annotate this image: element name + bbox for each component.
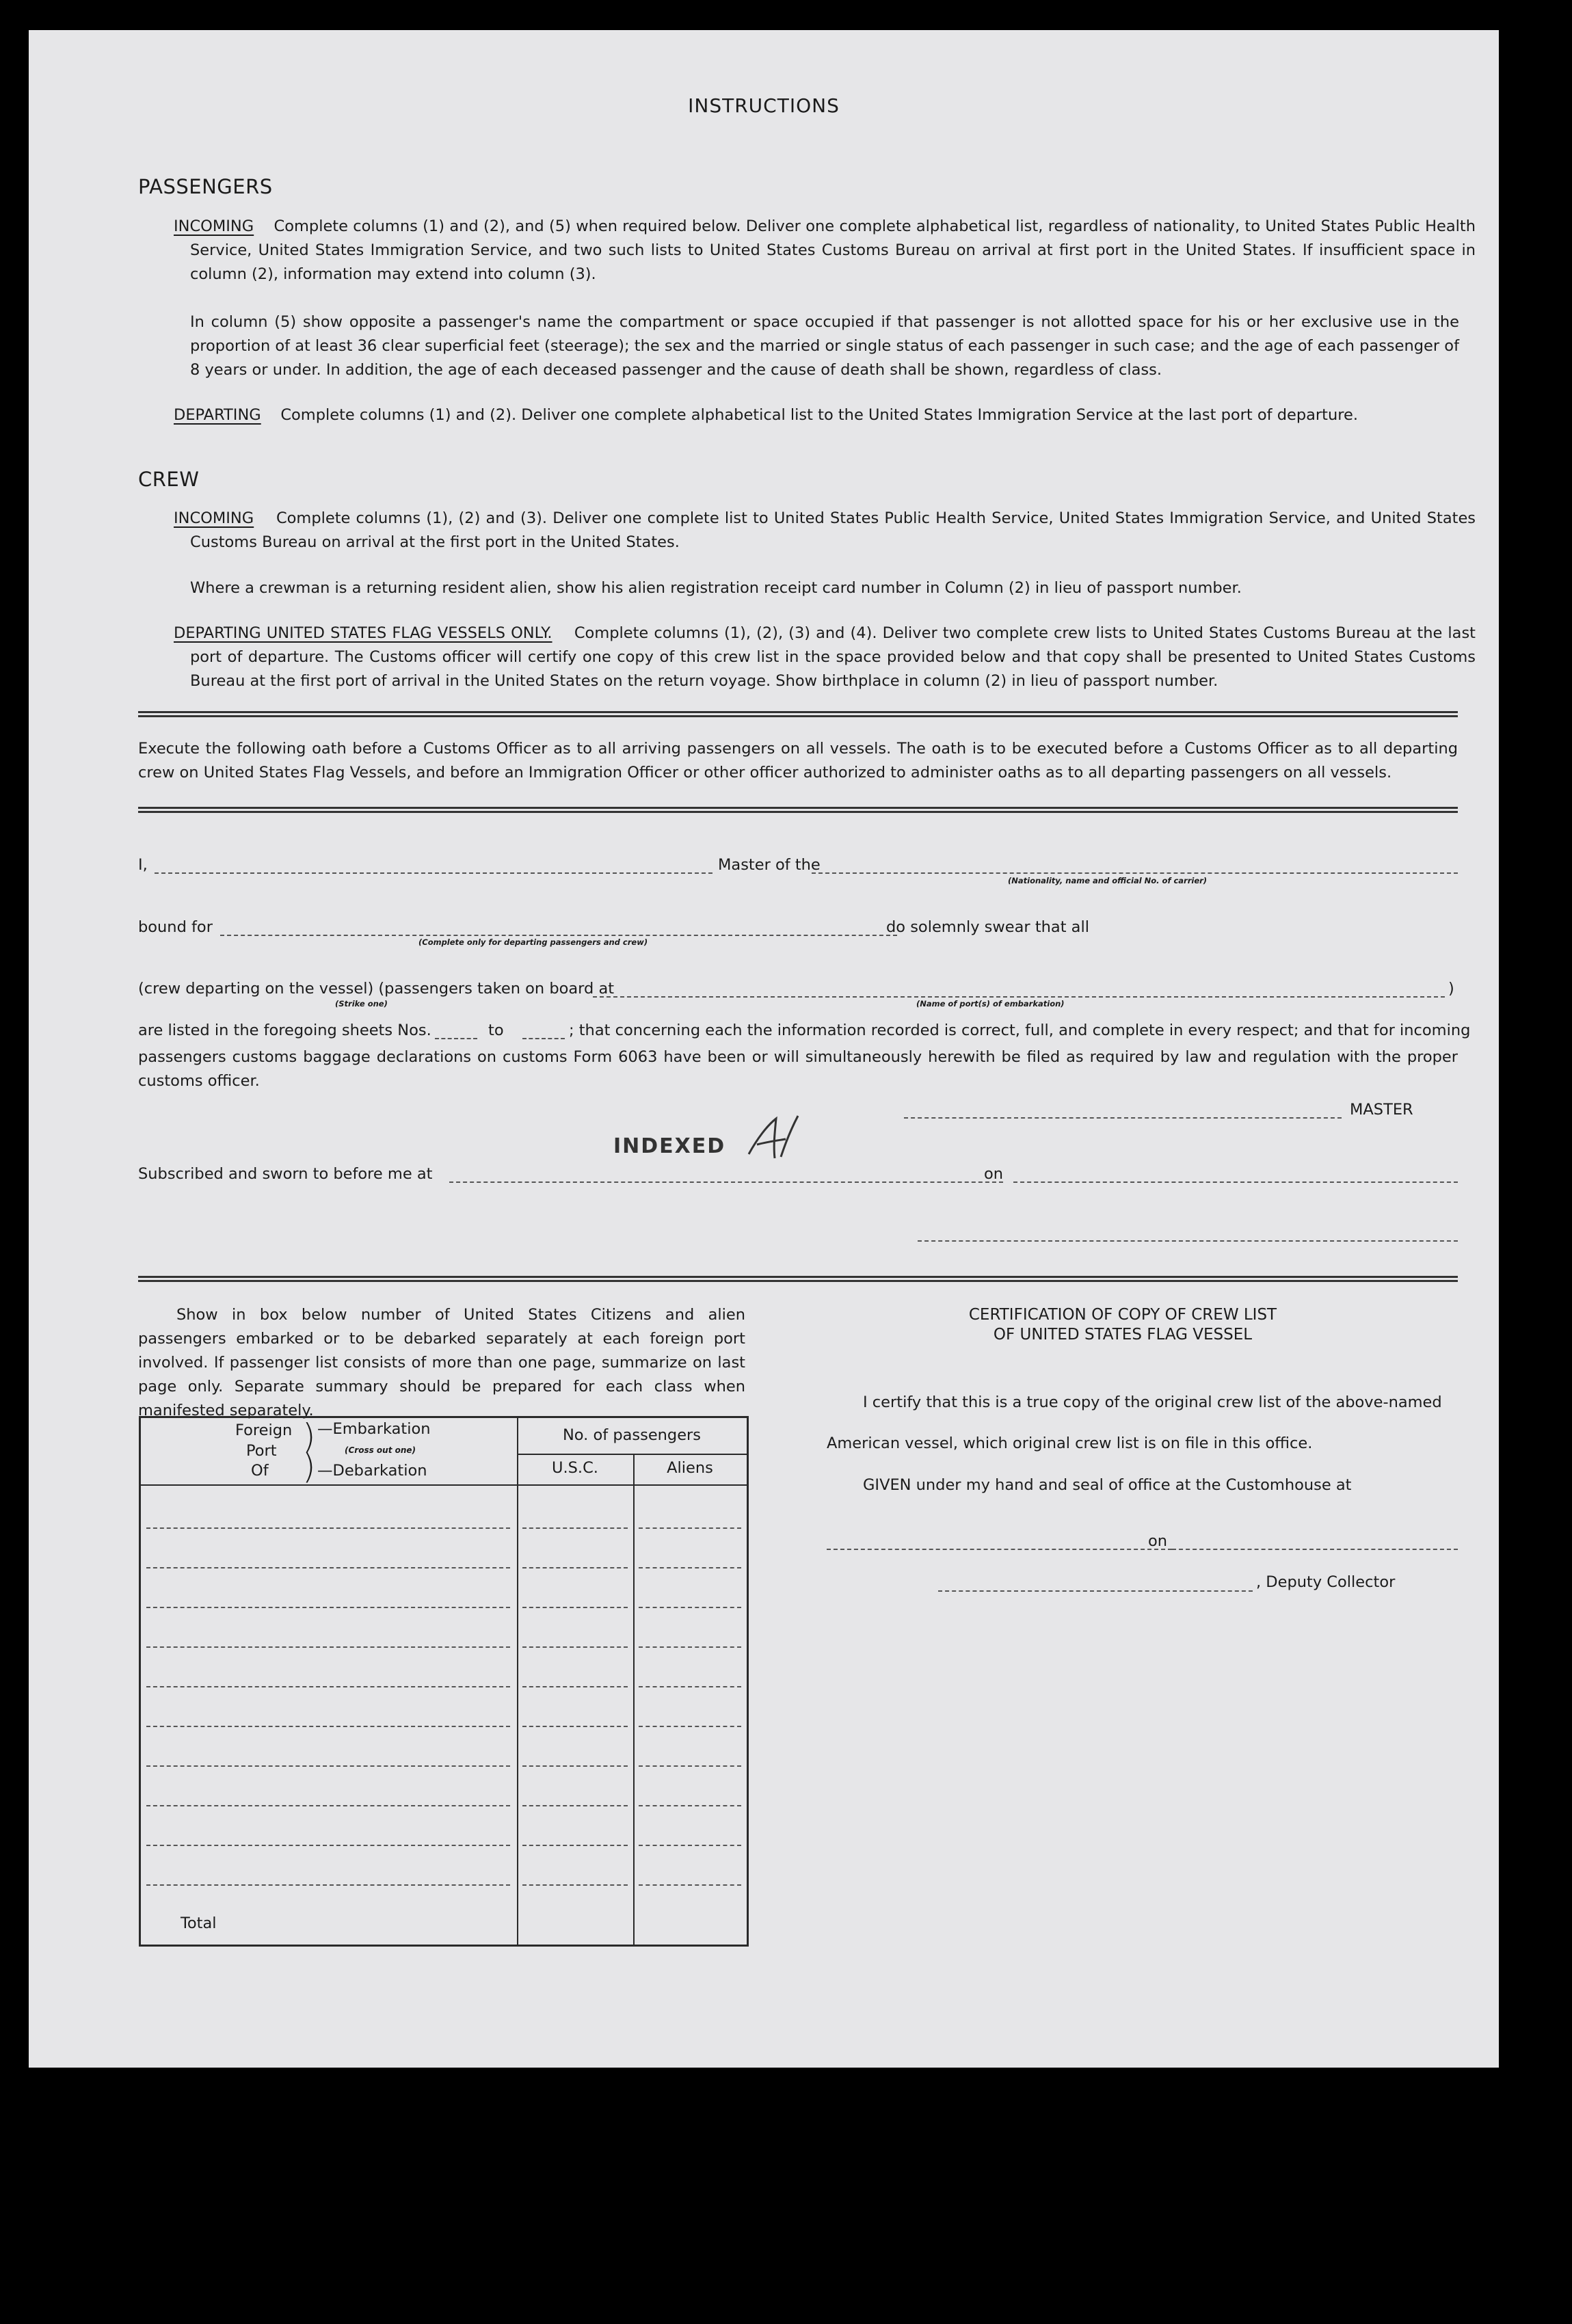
- listed-label: are listed in the foregoing sheets Nos.: [138, 1021, 431, 1039]
- summary-row-field[interactable]: [146, 1765, 510, 1767]
- header-of: Of: [251, 1462, 269, 1480]
- summary-row-field[interactable]: [522, 1607, 628, 1608]
- brace-upper: ): [302, 1417, 316, 1456]
- master-label: MASTER: [1350, 1101, 1413, 1119]
- certify-line-1: I certify that this is a true copy of the original crew list of the above-named: [863, 1393, 1442, 1411]
- summary-row-field[interactable]: [146, 1607, 510, 1608]
- bound-for-label: bound for: [138, 918, 213, 936]
- passengers-column5-paragraph: In column (5) show opposite a passenger's name the compartment or space occupied if that passenger is not allotted space for his or her exclusive use in the proportion of at least 36 clear superficial feet (steerage); the sex and the married or single status of each passenger in such case; and the age of each passenger of 8 years or under. In addition, the age of each deceased passenger and the cause of death shall be shown, regardless of class.: [190, 313, 1459, 379]
- page-title: INSTRUCTIONS: [688, 94, 840, 117]
- summary-row-field[interactable]: [146, 1884, 510, 1886]
- summary-row-field[interactable]: [146, 1686, 510, 1687]
- summary-row-field[interactable]: [639, 1805, 741, 1806]
- crew-incoming-label: INCOMING: [174, 509, 254, 527]
- summary-row-field[interactable]: [639, 1567, 741, 1568]
- summary-row-field[interactable]: [639, 1765, 741, 1767]
- summary-row-field[interactable]: [146, 1805, 510, 1806]
- passengers-incoming-label: INCOMING: [174, 217, 254, 235]
- summary-row-field[interactable]: [639, 1884, 741, 1886]
- complete-only-note: (Complete only for departing passengers and crew): [418, 937, 648, 947]
- header-aliens: Aliens: [667, 1459, 713, 1477]
- divider-1: [138, 711, 1458, 717]
- summary-row-field[interactable]: [639, 1845, 741, 1846]
- sheet-from-field[interactable]: [435, 1038, 477, 1039]
- brace-lower: ): [302, 1447, 316, 1486]
- summary-row-field[interactable]: [522, 1567, 628, 1568]
- deputy-collector-label: , Deputy Collector: [1256, 1573, 1396, 1591]
- summary-row-field[interactable]: [522, 1884, 628, 1886]
- summary-row-field[interactable]: [146, 1567, 510, 1568]
- header-divider-upper: [517, 1454, 747, 1455]
- header-embarkation: —Embarkation: [317, 1420, 431, 1438]
- summary-instruction: Show in box below number of United States Citizens and alien passengers embarked or to be debarked separately at each foreign port involved. If passenger list consists of more than one page, summarize on last page only. Separate summary should be prepared for each class when manifested separately.: [138, 1306, 745, 1419]
- passengers-incoming-paragraph: [174, 215, 1476, 286]
- sworn-on-label: on: [984, 1165, 1004, 1183]
- indexed-stamp: INDEXED: [613, 1134, 726, 1158]
- certification-title-2: OF UNITED STATES FLAG VESSEL: [993, 1326, 1253, 1344]
- summary-row-field[interactable]: [522, 1765, 628, 1767]
- summary-row-field[interactable]: [639, 1726, 741, 1727]
- summary-row-field[interactable]: [639, 1607, 741, 1608]
- passengers-departing-paragraph: [174, 403, 1459, 427]
- crew-incoming-paragraph: [174, 507, 1476, 555]
- summary-row-field[interactable]: [146, 1646, 510, 1648]
- header-divider: [141, 1484, 747, 1486]
- crew-departing-paragraph: [174, 622, 1476, 693]
- summary-row-field[interactable]: [522, 1646, 628, 1648]
- port-note: (Name of port(s) of embarkation): [916, 999, 1065, 1009]
- summary-row-field[interactable]: [522, 1686, 628, 1687]
- summary-row-field[interactable]: [522, 1845, 628, 1846]
- passengers-heading: PASSENGERS: [138, 175, 273, 198]
- crew-resident-paragraph: Where a crewman is a returning resident alien, show his alien registration receipt card number in Column (2) in lieu of passport number.: [190, 579, 1242, 597]
- col-divider-usc: [517, 1418, 518, 1945]
- summary-row-field[interactable]: [639, 1646, 741, 1648]
- deputy-signature-field[interactable]: [938, 1590, 1253, 1592]
- strike-note: (Strike one): [335, 999, 388, 1009]
- summary-row-field[interactable]: [146, 1726, 510, 1727]
- sworn-place-field[interactable]: [449, 1181, 1003, 1183]
- listed-continuation: passengers customs baggage declarations on customs Form 6063 have been or will simultaneously herewith be filed as required by law and regulation with the proper customs officer.: [138, 1048, 1458, 1090]
- customhouse-field[interactable]: [827, 1549, 1172, 1550]
- header-foreign: Foreign: [235, 1421, 293, 1439]
- passengers-incoming-text: Complete columns (1) and (2), and (5) when required below. Deliver one complete alphabetical list, regardless of nationality, to United States Public Health Service, United States Immigration Service, and two such lists to United States Customs Bureau on arrival at first port in the United States. If insufficient space in column (2), information may extend into column (3).: [190, 217, 1476, 283]
- passengers-departing-label: DEPARTING: [174, 406, 261, 424]
- officer-signature-field[interactable]: [918, 1240, 1458, 1242]
- crew-departing-label-oath: (crew departing on the vessel) (passengers taken on board at: [138, 980, 615, 998]
- summary-row-field[interactable]: [146, 1527, 510, 1529]
- total-label: Total: [181, 1914, 217, 1932]
- bound-for-field[interactable]: [220, 935, 897, 936]
- oath-i-label: I,: [138, 856, 148, 874]
- summary-row-field[interactable]: [639, 1686, 741, 1687]
- divider-3: [138, 1276, 1458, 1282]
- crew-incoming-text: Complete columns (1), (2) and (3). Deliver one complete list to United States Public Health Service, United States Immigration Service, and United States Customs Bureau on arrival at the first port in the United States.: [190, 509, 1476, 551]
- subscribed-label: Subscribed and sworn to before me at: [138, 1165, 433, 1183]
- swear-label: do solemnly swear that all: [886, 918, 1089, 936]
- header-debarkation: —Debarkation: [317, 1462, 427, 1480]
- crew-departing-text: Complete columns (1), (2), (3) and (4). Deliver two complete crew lists to United States Customs Bureau at the last port of departure. The Customs officer will certify one copy of this crew list in the space provided below and that copy shall be presented to United States Customs Bureau at the first port of arrival in the United States on the return voyage. Show birthplace in column (2) in lieu of passport number.: [190, 624, 1476, 690]
- passenger-summary-table: [139, 1416, 749, 1947]
- oath-instruction: Execute the following oath before a Customs Officer as to all arriving passengers on all vessels. The oath is to be executed before a Customs Officer as to all departing crew on United States Flag Vessels, and before an Immigration Officer or other officer authorized to administer oaths as to all departing passengers on all vessels.: [138, 740, 1458, 782]
- sheet-to-field[interactable]: [522, 1038, 565, 1039]
- master-of-label: Master of the: [718, 856, 821, 874]
- listed-rest: ; that concerning each the information recorded is correct, full, and complete in every respect; and that for incoming: [569, 1021, 1471, 1039]
- embarkation-port-field[interactable]: [593, 996, 1445, 998]
- summary-row-field[interactable]: [522, 1805, 628, 1806]
- nationality-note: (Nationality, name and official No. of carrier): [1008, 876, 1208, 885]
- certification-date-field[interactable]: [1172, 1549, 1458, 1550]
- form-page: [29, 30, 1499, 2068]
- master-signature-field[interactable]: [904, 1117, 1342, 1119]
- header-cross-out: (Cross out one): [345, 1445, 416, 1455]
- master-name-field[interactable]: [155, 872, 712, 874]
- header-port: Port: [246, 1442, 277, 1460]
- header-no-of-passengers: No. of passengers: [562, 1426, 702, 1444]
- to-label: to: [488, 1021, 504, 1039]
- divider-2: [138, 807, 1458, 813]
- header-usc: U.S.C.: [552, 1459, 598, 1477]
- certify-line-2: American vessel, which original crew list is on file in this office.: [827, 1434, 1313, 1452]
- summary-row-field[interactable]: [522, 1726, 628, 1727]
- given-text: GIVEN under my hand and seal of office at the Customhouse at: [863, 1476, 1352, 1494]
- sworn-date-field[interactable]: [1013, 1181, 1458, 1183]
- carrier-field[interactable]: [812, 872, 1458, 874]
- close-paren: ): [1448, 980, 1454, 998]
- summary-row-field[interactable]: [146, 1845, 510, 1846]
- passengers-departing-text: Complete columns (1) and (2). Deliver one complete alphabetical list to the United States Immigration Service at the last port of departure.: [280, 406, 1359, 424]
- summary-row-field[interactable]: [639, 1527, 741, 1529]
- certification-title-1: CERTIFICATION OF COPY OF CREW LIST: [968, 1306, 1277, 1324]
- crew-departing-label: DEPARTING UNITED STATES FLAG VESSELS ONLY.: [174, 624, 552, 642]
- summary-row-field[interactable]: [522, 1527, 628, 1529]
- col-divider-aliens: [633, 1454, 635, 1945]
- indexed-initials-signature: [743, 1112, 805, 1166]
- crew-heading: CREW: [138, 468, 200, 491]
- certification-on-label: on: [1148, 1532, 1168, 1550]
